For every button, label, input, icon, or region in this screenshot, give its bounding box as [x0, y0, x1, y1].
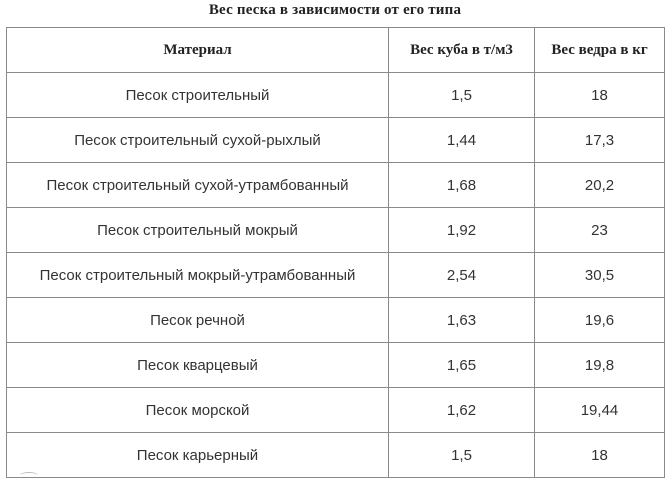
cell-cube-weight: 2,54	[389, 253, 535, 298]
cell-bucket-weight: 19,8	[535, 343, 665, 388]
header-cube-weight: Вес куба в т/м3	[389, 28, 535, 73]
cell-cube-weight: 1,62	[389, 388, 535, 433]
cell-material: Песок строительный мокрый-утрамбованный	[7, 253, 389, 298]
sand-weight-table	[6, 27, 665, 478]
table-row	[7, 343, 665, 388]
cell-material: Песок строительный сухой-рыхлый	[7, 118, 389, 163]
cell-bucket-weight: 20,2	[535, 163, 665, 208]
cell-cube-weight: 1,5	[389, 433, 535, 478]
table-row	[7, 163, 665, 208]
cell-material: Песок строительный	[7, 73, 389, 118]
cell-material: Песок строительный сухой-утрамбованный	[7, 163, 389, 208]
cell-material: Песок строительный мокрый	[7, 208, 389, 253]
cell-bucket-weight: 18	[535, 73, 665, 118]
header-bucket-weight: Вес ведра в кг	[535, 28, 665, 73]
header-row	[7, 28, 665, 73]
table-row	[7, 388, 665, 433]
cell-bucket-weight: 19,44	[535, 388, 665, 433]
cell-cube-weight: 1,5	[389, 73, 535, 118]
cell-bucket-weight: 30,5	[535, 253, 665, 298]
table-row	[7, 253, 665, 298]
cell-material: Песок морской	[7, 388, 389, 433]
cell-cube-weight: 1,63	[389, 298, 535, 343]
table-row	[7, 433, 665, 478]
cell-bucket-weight: 18	[535, 433, 665, 478]
cell-bucket-weight: 19,6	[535, 298, 665, 343]
table-row	[7, 208, 665, 253]
table-row	[7, 298, 665, 343]
cell-cube-weight: 1,65	[389, 343, 535, 388]
table-title: Вес песка в зависимости от его типа	[208, 2, 462, 18]
cell-cube-weight: 1,92	[389, 208, 535, 253]
cell-material: Песок кварцевый	[7, 343, 389, 388]
cell-bucket-weight: 23	[535, 208, 665, 253]
table-row	[7, 73, 665, 118]
cell-cube-weight: 1,44	[389, 118, 535, 163]
header-material: Материал	[7, 28, 389, 73]
cell-material: Песок карьерный	[7, 433, 389, 478]
cell-material: Песок речной	[7, 298, 389, 343]
cell-bucket-weight: 17,3	[535, 118, 665, 163]
table-row	[7, 118, 665, 163]
cell-cube-weight: 1,68	[389, 163, 535, 208]
